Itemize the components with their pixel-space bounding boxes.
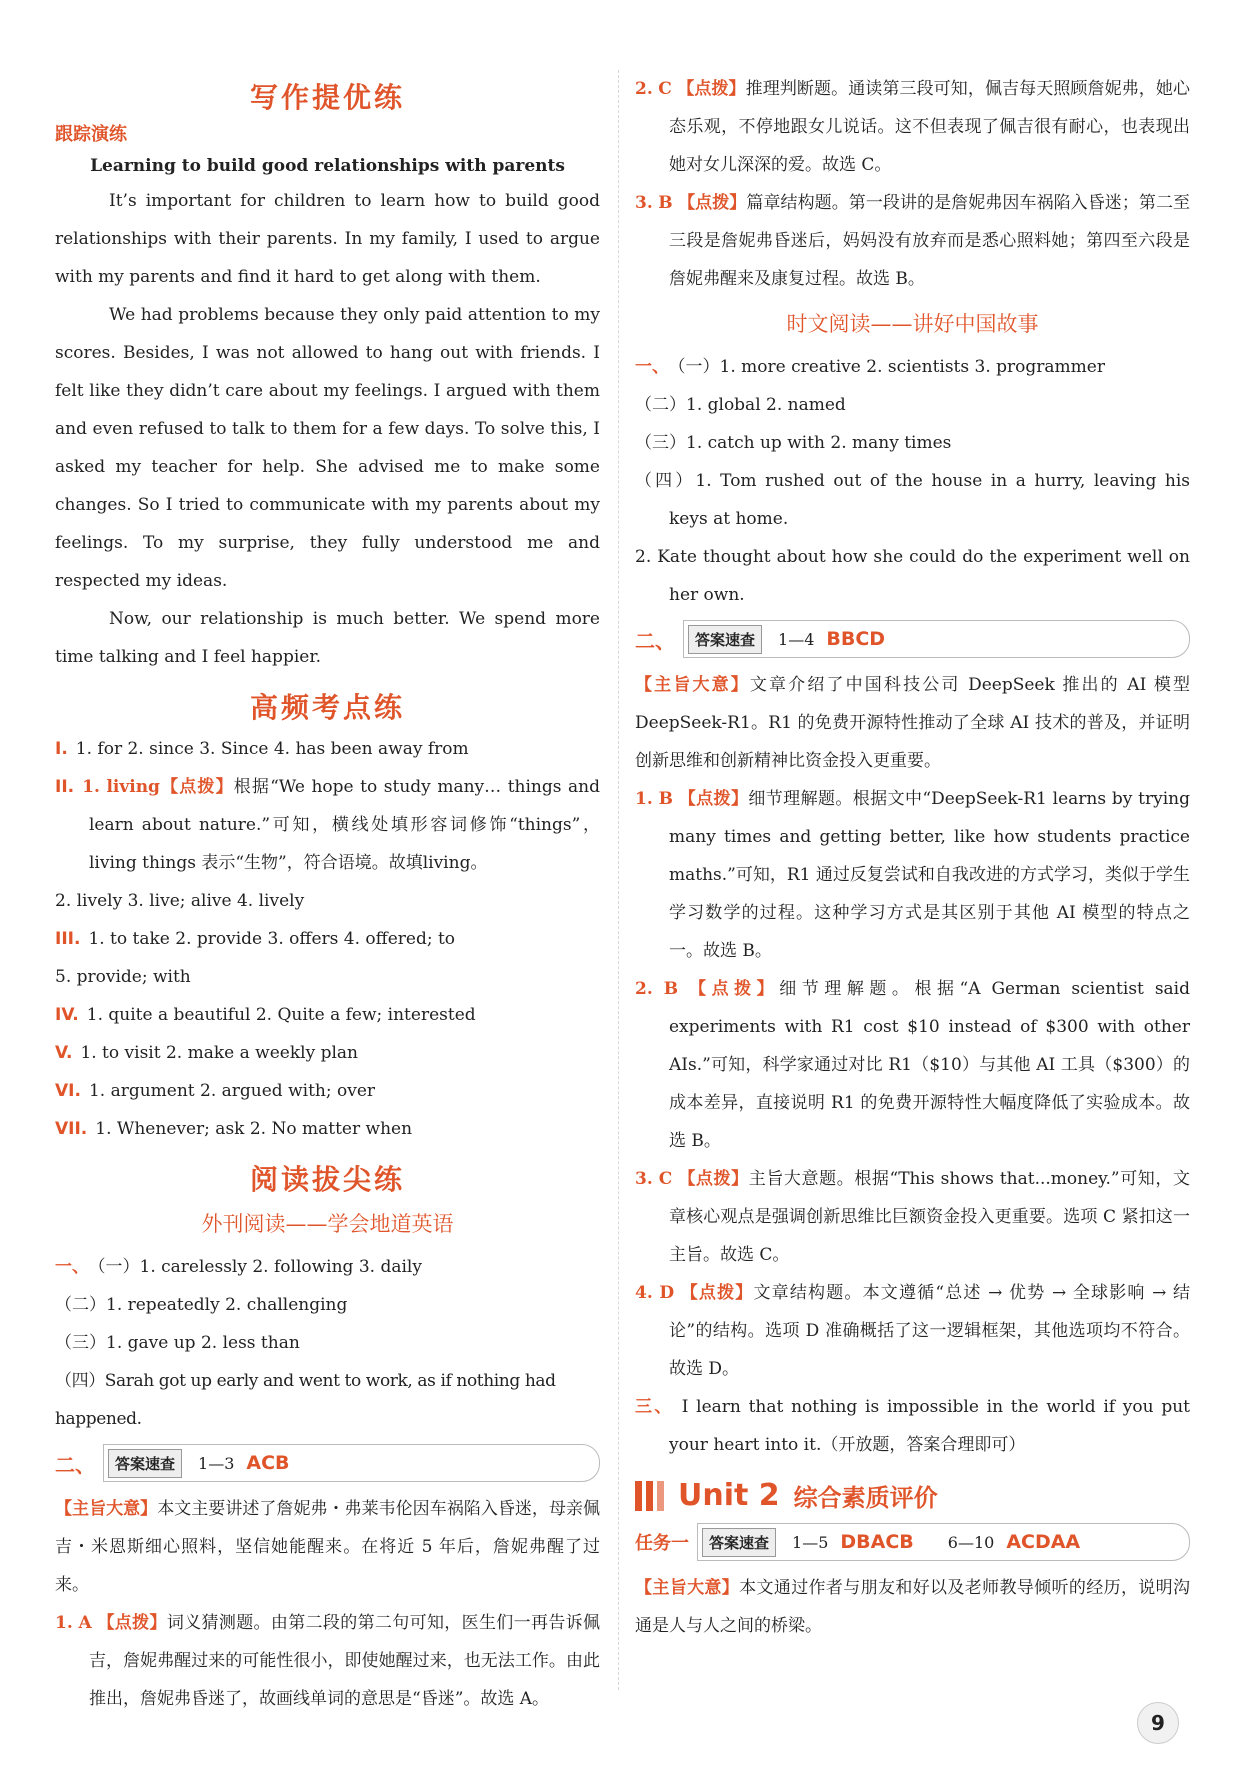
left-column: [55, 70, 600, 1718]
essay-paragraph-3: Now, our relationship is much better. We spend more time talking and I feel happier.: [55, 609, 600, 667]
item-number: 3.: [635, 193, 653, 213]
hint-tag: 【点拨】: [678, 1169, 749, 1189]
reading-q1-line-1: [55, 1248, 600, 1286]
unit-bars-icon: [635, 1481, 668, 1511]
reading-item-3: [635, 184, 1190, 298]
hf-part-6-answers: 1. argument 2. argued with; over: [88, 1081, 376, 1101]
china-item-3: [635, 1160, 1190, 1274]
hint-tag: 【点拨】: [159, 777, 234, 797]
item-number: 2.: [635, 979, 653, 999]
item-answer: B: [658, 193, 673, 213]
hf-part-6: [55, 1072, 600, 1110]
hint-tag: 【点拨】: [97, 1613, 167, 1633]
china-story-subtitle: 时文阅读——讲好中国故事: [786, 312, 1039, 336]
hint-tag: 【点拨】: [689, 979, 780, 999]
china-q1-line-5: 2. Kate thought about how she could do the experiment well on her own.: [635, 547, 1190, 605]
answer-check-box: [55, 1444, 600, 1482]
unit-title-en: Unit 2: [678, 1478, 780, 1513]
summary-text: 本文主要讲述了詹妮弗・弗莱韦伦因车祸陷入昏迷，母亲佩吉・米恩斯细心照料，坚信她能醒来。在将近 5 年后，詹妮弗醒了过来。: [55, 1499, 601, 1595]
reading-q1-answers-1: （一）1. carelessly 2. following 3. daily: [97, 1257, 422, 1277]
china-item-2: [635, 970, 1190, 1160]
hf-part-2-rest: 2. lively 3. live; alive 4. lively: [55, 891, 305, 911]
hf-part-3-cont: 5. provide; with: [55, 967, 191, 987]
essay-paragraph-2: We had problems because they only paid attention to my scores. Besides, I was not allowed to hang out with friends. I felt like they didn’t care about my feelings. I argued with them and even refused to talk to them for a few days. To solve this, I asked my teacher for help. She advised me to make some changes. So I tried to communicate with my parents about my feelings. To my surprise, they fully understood me and respected my ideas.: [55, 305, 600, 591]
china-item-4: [635, 1274, 1190, 1388]
answer-check-label: 答案速查: [702, 1528, 776, 1557]
roman-numeral: II.: [55, 777, 75, 797]
hf-part-5: [55, 1034, 600, 1072]
item-answer: D: [659, 1283, 675, 1303]
hf-part-4: [55, 996, 600, 1034]
unit-title-cn: 综合素质评价: [793, 1484, 938, 1512]
hint-tag: 【点拨】: [677, 79, 746, 99]
answer-range: 1—4: [778, 629, 815, 649]
roman-numeral: I.: [55, 739, 68, 759]
answer-range: 1—3: [198, 1453, 235, 1473]
section-number: 二、: [635, 628, 675, 653]
item-answer: B: [663, 979, 679, 999]
roman-numeral: VII.: [55, 1119, 88, 1139]
essay-paragraph-1: It’s important for children to learn how to build good relationships with their parents. In my family, I used to argue with my parents and find it hard to get along with them.: [55, 191, 600, 287]
answer-check-box: [635, 620, 1190, 658]
answer-check-label: 答案速查: [688, 625, 762, 654]
right-column: [635, 70, 1190, 1645]
hint-text: 文章结构题。本文遵循“总述 → 优势 → 全球影响 → 结论”的结构。选项 D 准确概括了这一逻辑框架，其他选项均不符合。故选 D。: [669, 1283, 1190, 1379]
china-q1-line-1: [635, 348, 1190, 386]
hint-tag: 【点拨】: [680, 1283, 754, 1303]
item-answer: B: [658, 789, 673, 809]
reading-q1-line-4: （四）Sarah got up early and went to work, as if nothing had happened.: [55, 1371, 556, 1429]
section-number: 一、: [55, 1257, 89, 1277]
item-answer: living: [106, 777, 160, 797]
reading-item-2: [635, 70, 1190, 184]
answer-check-label: 答案速查: [108, 1449, 182, 1478]
reading-item-1: [55, 1604, 600, 1718]
unit-heading: [635, 1478, 1190, 1513]
china-q3-answer: I learn that nothing is impossible in the world if you put your heart into it.（开放题，答案合理即可）: [669, 1397, 1190, 1455]
hint-tag: 【点拨】: [678, 789, 749, 809]
china-q3: [635, 1388, 1190, 1464]
hint-tag: 【点拨】: [678, 193, 747, 213]
writing-subhead: 跟踪演练: [55, 124, 127, 145]
answer-value-1: DBACB: [840, 1531, 914, 1553]
section-number: 一、: [635, 357, 669, 377]
writing-section-title: 写作提优练: [249, 81, 405, 114]
high-frequency-section-title: 高频考点练: [249, 691, 405, 724]
section-number: 二、: [55, 1452, 95, 1477]
summary-text: 文章介绍了中国科技公司 DeepSeek 推出的 AI 模型 DeepSeek-R1。R1 的免费开源特性推动了全球 AI 技术的普及，并证明创新思维和创新精神比资金投入更重要。: [635, 675, 1191, 771]
hint-text: 篇章结构题。第一段讲的是詹妮弗因车祸陷入昏迷；第二至三段是詹妮弗昏迷后，妈妈没有放弃而是悉心照料她；第四至六段是詹妮弗醒来及康复过程。故选 B。: [669, 193, 1191, 289]
hint-text: 词义猜测题。由第二段的第二句可知，医生们一再告诉佩吉，詹妮弗醒过来的可能性很小，即使她醒过来，也无法工作。由此推出，詹妮弗昏迷了，故画线单词的意思是“昏迷”。故选 A。: [89, 1613, 601, 1709]
hint-text: 主旨大意题。根据“This shows that...money.”可知，文章核心观点是强调创新思维比巨额资金投入更重要。选项 C 紧扣这一主旨。故选 C。: [669, 1169, 1191, 1265]
section-number: 三、: [635, 1397, 674, 1417]
answer-value: ACB: [246, 1452, 290, 1474]
china-q1-answers-1: （一）1. more creative 2. scientists 3. programmer: [677, 357, 1105, 377]
essay-title: Learning to build good relationships with parents: [90, 156, 565, 176]
hf-part-2-item-1: [55, 768, 600, 882]
item-number: 4.: [635, 1283, 653, 1303]
hf-part-3: [55, 920, 600, 958]
summary: [635, 666, 1190, 780]
item-number: 1.: [82, 777, 100, 797]
answer-check-frame: [103, 1444, 600, 1482]
item-answer: C: [658, 1169, 673, 1189]
china-q1-line-2: （二）1. global 2. named: [635, 395, 846, 415]
answer-value-2: ACDAA: [1006, 1531, 1081, 1553]
hint-text: 细节理解题。根据文中“DeepSeek-R1 learns by trying many times and getting better, like how students practice maths.”可知，R1 通过反复尝试和自我改进的方式学习，类似于学生学习数学的过程。这种学习方式是其区别于其他 AI 模型的特点之一。故选 B。: [669, 789, 1191, 961]
china-q1-line-3: （三）1. catch up with 2. many times: [635, 433, 952, 453]
answer-check-frame: [697, 1523, 1190, 1561]
summary: [55, 1490, 600, 1604]
summary-tag: 【主旨大意】: [635, 675, 750, 695]
hf-part-1-answers: 1. for 2. since 3. Since 4. has been away from: [75, 739, 469, 759]
reading-q1-line-3: （三）1. gave up 2. less than: [55, 1333, 300, 1353]
hint-text: 根据“We hope to study many… things and learn about nature.”可知，横线处填形容词修饰“things”，living things 表示“生物”，符合语境。故填living。: [89, 777, 601, 873]
answer-range-2: 6—10: [947, 1532, 995, 1552]
answer-range-1: 1—5: [792, 1532, 829, 1552]
answer-check-frame: [683, 620, 1190, 658]
item-answer: C: [658, 79, 672, 99]
hf-part-7: [55, 1110, 600, 1148]
hf-part-7-answers: 1. Whenever; ask 2. No matter when: [95, 1119, 413, 1139]
roman-numeral: IV.: [55, 1005, 79, 1025]
item-number: 3.: [635, 1169, 653, 1189]
item-answer: A: [78, 1613, 92, 1633]
reading-section-title: 阅读拔尖练: [249, 1163, 405, 1196]
task-answer-box: [635, 1523, 1190, 1561]
reading-q1-line-2: （二）1. repeatedly 2. challenging: [55, 1295, 348, 1315]
hf-part-5-answers: 1. to visit 2. make a weekly plan: [80, 1043, 358, 1063]
unit-summary: [635, 1569, 1190, 1645]
answer-value: BBCD: [826, 628, 886, 650]
hint-text: 细节理解题。根据“A German scientist said experiments with R1 cost $10 instead of $300 with other AIs.”可知，科学家通过对比 R1（$10）与其他 AI 工具（$300）的成本差异，直接说明 R1 的免费开源特性大幅度降低了实验成本。故选 B。: [669, 979, 1191, 1151]
task-label: 任务一: [635, 1533, 689, 1554]
column-divider: [618, 70, 619, 1690]
china-q1-line-4: （四）1. Tom rushed out of the house in a hurry, leaving his keys at home.: [635, 471, 1190, 529]
foreign-reading-subtitle: 外刊阅读——学会地道英语: [201, 1212, 454, 1236]
hint-text: 推理判断题。通读第三段可知，佩吉每天照顾詹妮弗，她心态乐观，不停地跟女儿说话。这不但表现了佩吉很有耐心，也表现出她对女儿深深的爱。故选 C。: [669, 79, 1190, 175]
summary-text: 本文通过作者与朋友和好以及老师教导倾听的经历，说明沟通是人与人之间的桥梁。: [635, 1578, 1191, 1636]
hf-part-4-answers: 1. quite a beautiful 2. Quite a few; interested: [86, 1005, 476, 1025]
item-number: 2.: [635, 79, 653, 99]
china-item-1: [635, 780, 1190, 970]
roman-numeral: V.: [55, 1043, 73, 1063]
hf-part-3-answers: 1. to take 2. provide 3. offers 4. offered; to: [88, 929, 456, 949]
roman-numeral: VI.: [55, 1081, 81, 1101]
page-number: 9: [1137, 1702, 1179, 1744]
roman-numeral: III.: [55, 929, 81, 949]
item-number: 1.: [635, 789, 653, 809]
hf-part-1: [55, 730, 600, 768]
summary-tag: 【主旨大意】: [635, 1578, 740, 1598]
summary-tag: 【主旨大意】: [55, 1499, 158, 1519]
item-number: 1.: [55, 1613, 73, 1633]
